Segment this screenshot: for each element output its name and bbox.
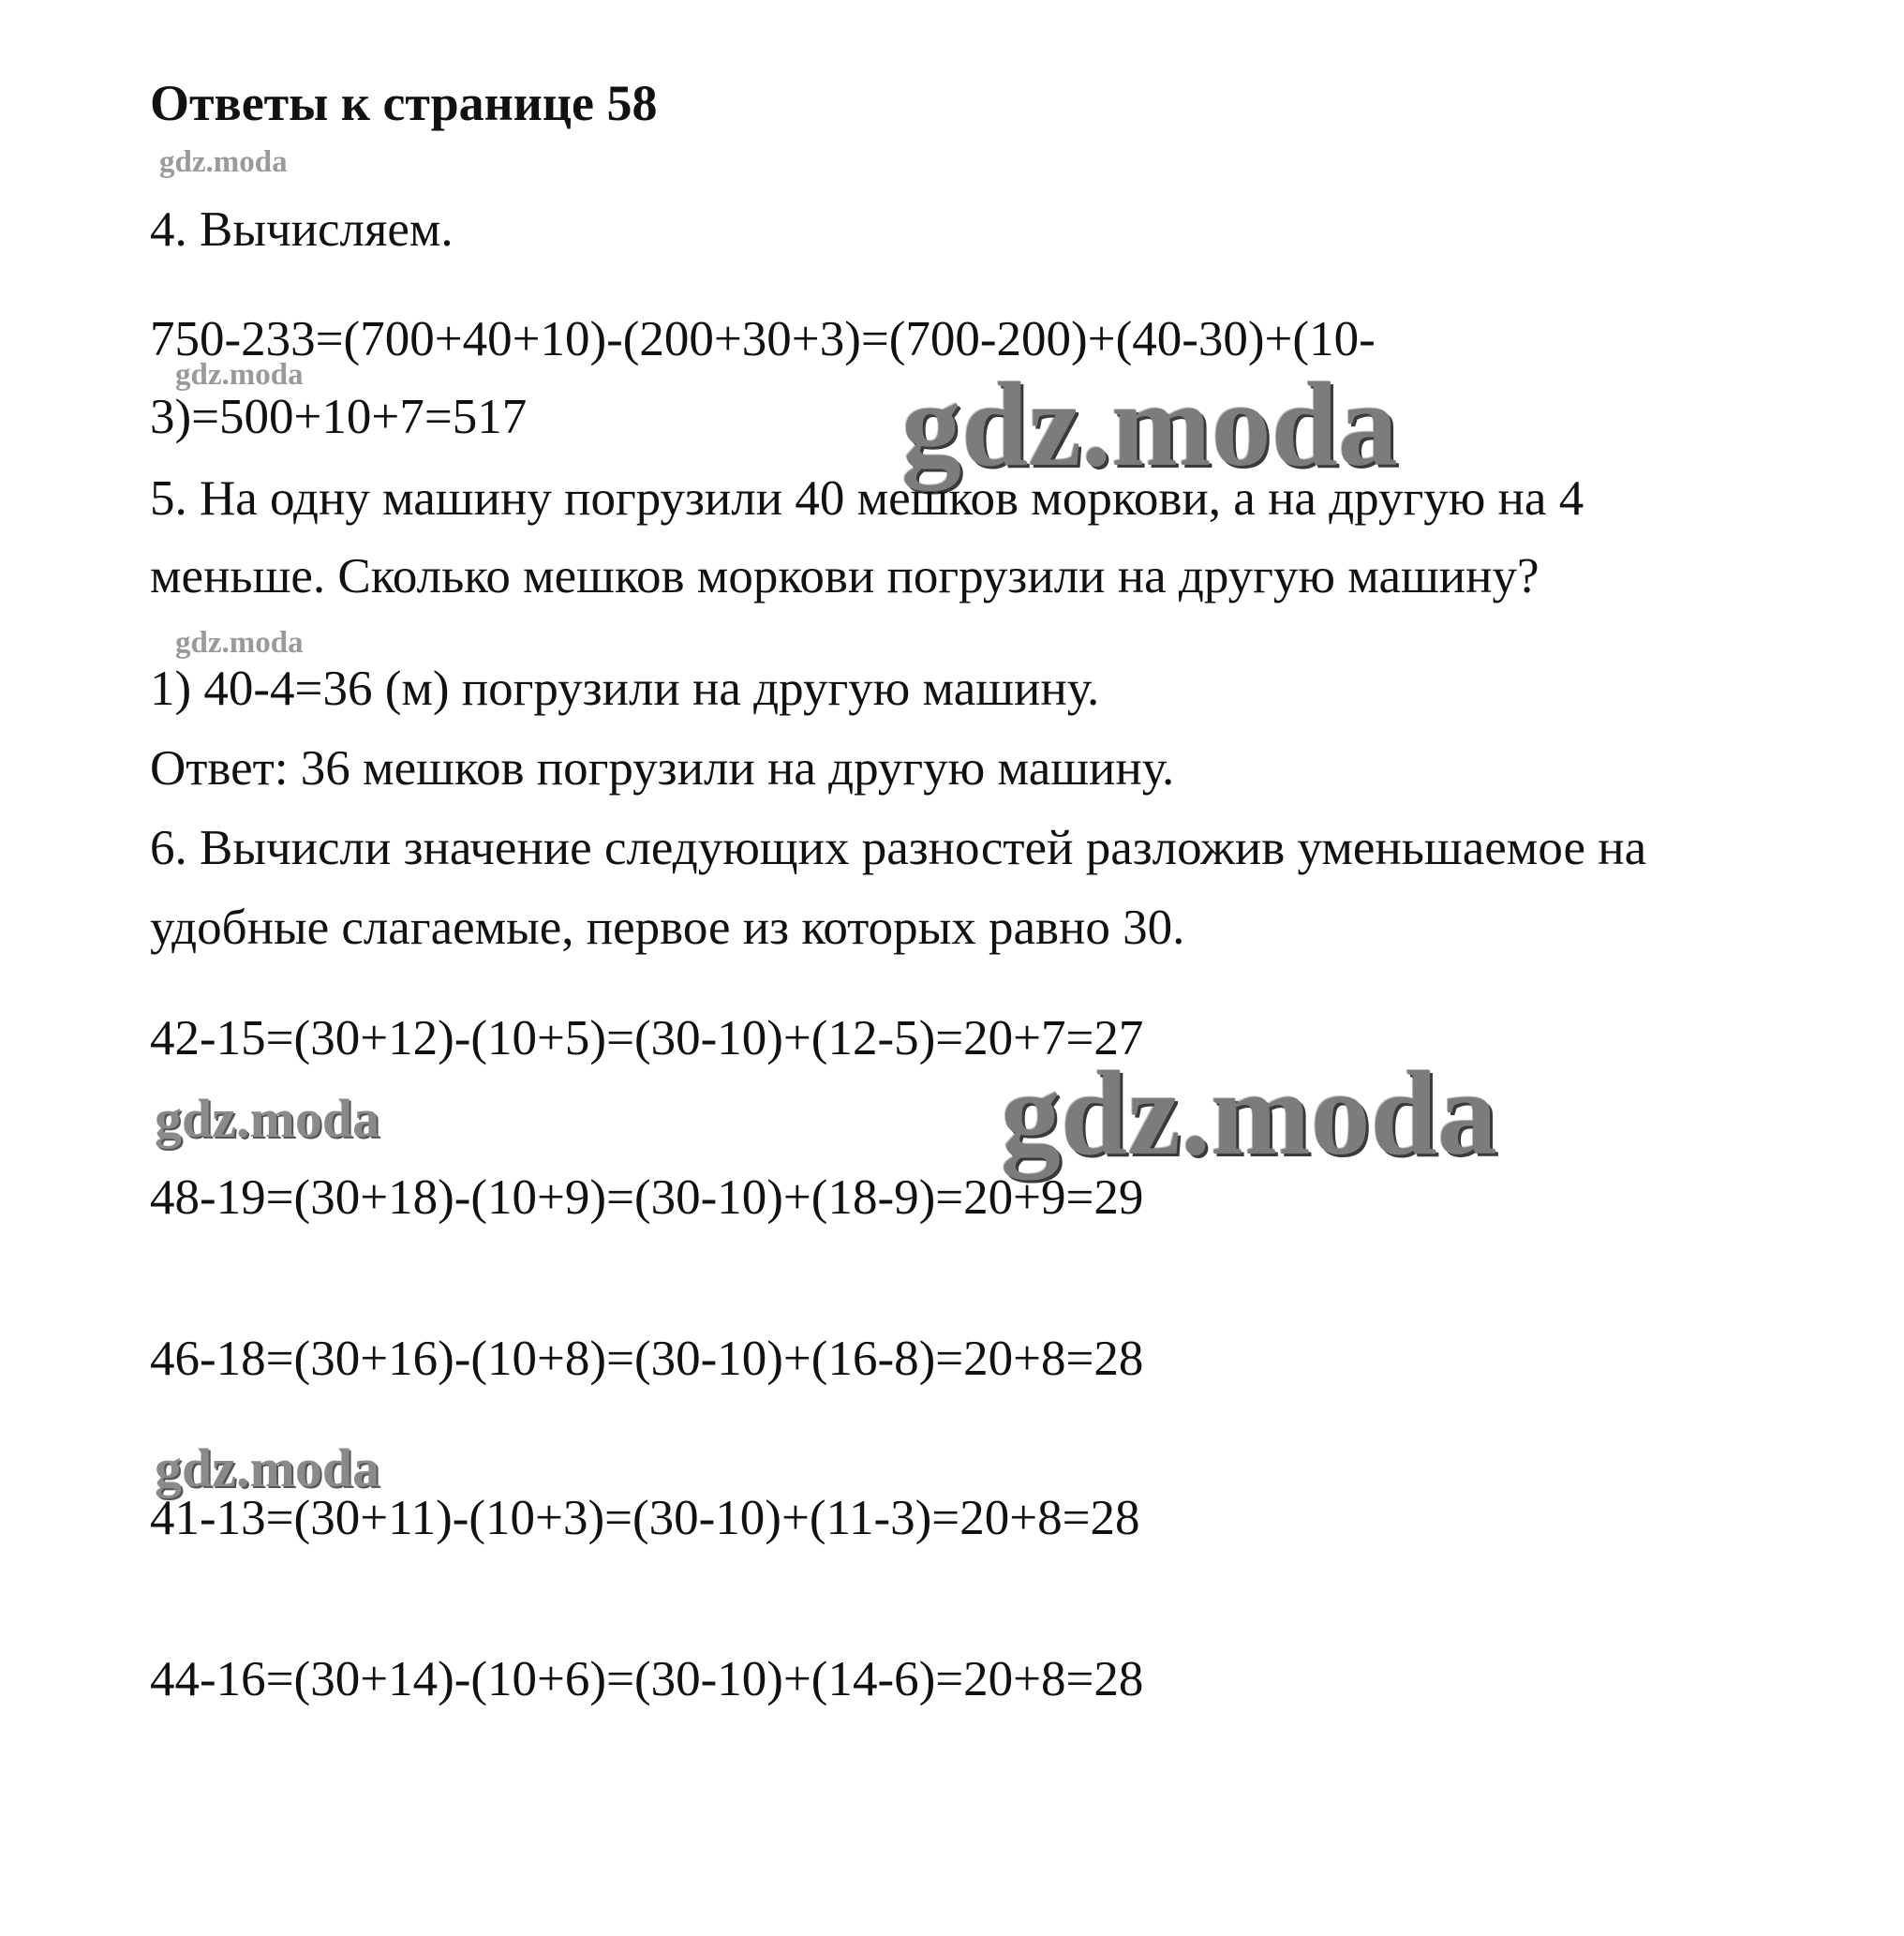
- task-6-equation-5: 44-16=(30+14)-(10+6)=(30-10)+(14-6)=20+8=28: [150, 1652, 1144, 1706]
- task-5-step-1: 1) 40-4=36 (м) погрузили на другую машину.: [150, 662, 1100, 716]
- task-6-equation-1: 42-15=(30+12)-(10+5)=(30-10)+(12-5)=20+7=27: [150, 1011, 1144, 1065]
- task-5-answer: Ответ: 36 мешков погрузили на другую машину.: [150, 741, 1175, 796]
- watermark: gdz.moda: [175, 626, 304, 660]
- task-5-text-line-2: меньше. Сколько мешков моркови погрузили на другую машину?: [150, 549, 1540, 603]
- task-6-equation-2: 48-19=(30+18)-(10+9)=(30-10)+(18-9)=20+9=29: [150, 1170, 1144, 1225]
- watermark: gdz.moda: [175, 358, 304, 392]
- task-6-equation-3: 46-18=(30+16)-(10+8)=(30-10)+(16-8)=20+8=28: [150, 1332, 1144, 1386]
- task-6-text-line-1: 6. Вычисли значение следующих разностей разложив уменьшаемое на: [150, 821, 1647, 875]
- watermark: gdz.moda: [901, 358, 1398, 491]
- task-6-text-line-2: удобные слагаемые, первое из которых равно 30.: [150, 901, 1185, 955]
- task-6-equation-4: 41-13=(30+11)-(10+3)=(30-10)+(11-3)=20+8=28: [150, 1491, 1140, 1545]
- watermark: gdz.moda: [159, 145, 288, 179]
- task-4-equation-line-1: 750-233=(700+40+10)-(200+30+3)=(700-200)+(40-30)+(10-: [150, 312, 1376, 366]
- task-5-text-line-1: 5. На одну машину погрузили 40 мешков моркови, а на другую на 4: [150, 471, 1584, 526]
- watermark: gdz.moda: [155, 1088, 380, 1149]
- page-title: Ответы к странице 58: [150, 75, 658, 131]
- watermark: gdz.moda: [155, 1437, 380, 1498]
- task-4-heading: 4. Вычисляем.: [150, 202, 454, 257]
- task-4-equation-line-2: 3)=500+10+7=517: [150, 390, 528, 444]
- watermark: gdz.moda: [1001, 1047, 1497, 1180]
